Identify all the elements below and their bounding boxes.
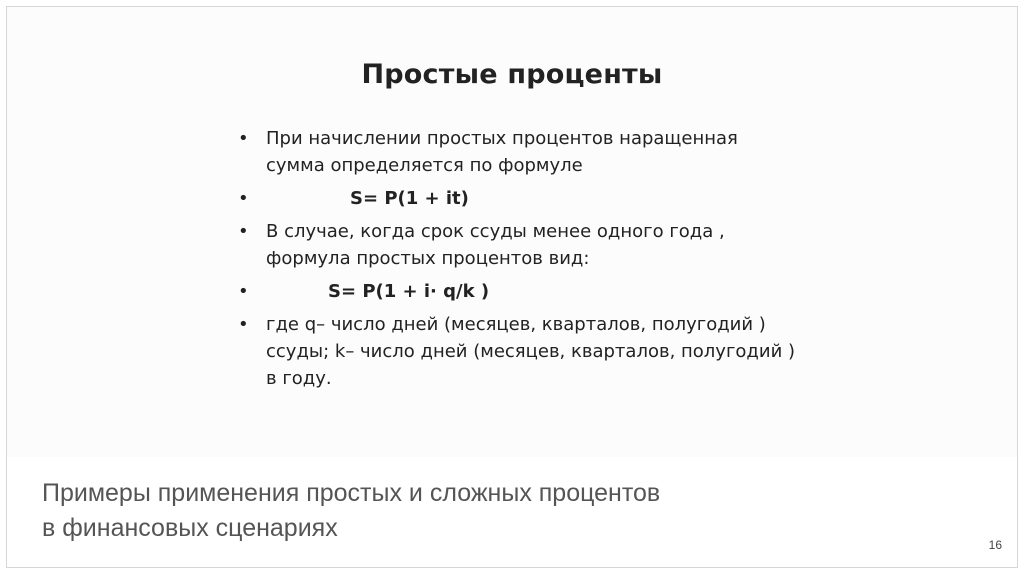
bullet-item [236,311,796,392]
slide-caption: Примеры применения простых и сложных процентов в финансовых сценариях [42,479,661,542]
slide-bullet-list [236,125,796,398]
slide-title: Простые проценты [361,59,663,90]
formula-text: S= P(1 + i· q/k ) [328,281,490,302]
bullet-item-formula [236,185,796,212]
bullet-item [236,218,796,272]
bullet-item-formula [236,278,796,305]
bullet-icon: • [238,128,249,149]
bullet-icon: • [238,314,249,335]
slide-image [7,7,1017,457]
bullet-text: В случае, когда срок ссуды менее одного года , формула простых процентов вид: [266,221,725,269]
bullet-text: При начислении простых процентов наращенная сумма определяется по формуле [266,128,738,176]
formula-text: S= P(1 + it) [350,188,469,209]
bullet-text: где q– число дней (месяцев, кварталов, полугодий ) ссуды; k– число дней (месяцев, кварталов, полугодий ) в году. [266,314,796,389]
bullet-icon: • [238,281,249,302]
bullet-icon: • [238,221,249,242]
page-number: 16 [988,538,1002,552]
bullet-icon: • [238,188,249,209]
bullet-item [236,125,796,179]
